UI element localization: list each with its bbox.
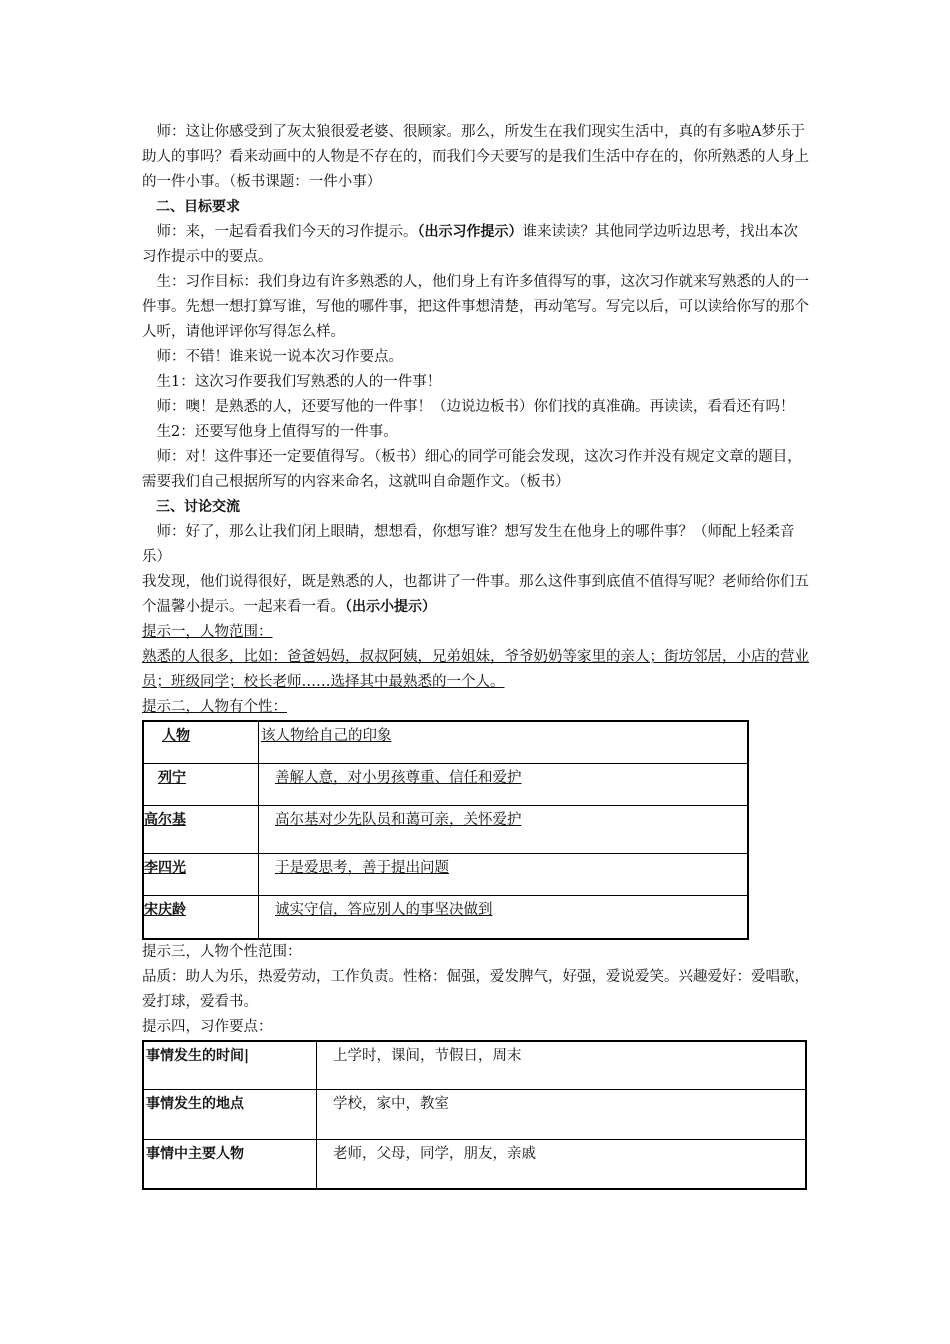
- paragraph: [142, 220, 810, 270]
- table-cell: [143, 853, 259, 895]
- table-cell: [259, 805, 749, 853]
- table-row: [143, 1041, 806, 1089]
- table-header-cell: [143, 721, 259, 763]
- cell-text: 高尔基: [144, 811, 186, 828]
- tip-title: 提示三，人物个性范围：: [142, 944, 302, 960]
- paragraph: 师：不错！谁来说一说本次习作要点。: [156, 349, 403, 365]
- cell-text: 诚实守信，答应别人的事坚决做到: [275, 901, 493, 918]
- table-cell: 学校，家中，教室: [317, 1089, 807, 1139]
- bold-text: （出示习作提示）: [417, 224, 523, 240]
- cell-text: 人物: [162, 728, 190, 744]
- table-header-cell: [259, 721, 749, 763]
- table-cell: 事情发生的时间|: [143, 1041, 317, 1089]
- table-cell: 事情中主要人物: [143, 1139, 317, 1189]
- tip-body: 熟悉的人很多，比如：爸爸妈妈，叔叔阿姨，兄弟姐妹，爷爷奶奶等家里的亲人；街坊邻居，小店的营业员；班级同学；校长老师……选择其中最熟悉的一个人。: [142, 649, 809, 690]
- text: 谁来读读？其他同学边听边思考，找出本次习作提示中的要点。: [142, 224, 798, 265]
- cell-text: 李四光: [144, 859, 186, 876]
- character-table: [142, 720, 749, 940]
- document-page: [142, 120, 810, 1190]
- section-heading: 二、目标要求: [156, 199, 240, 215]
- table-row: [143, 1139, 806, 1189]
- table-row: [143, 763, 748, 805]
- tip-title: 提示二，人物有个性：: [142, 699, 287, 715]
- table-cell: 上学时，课间，节假日，周末: [317, 1041, 807, 1089]
- section-heading: 三、讨论交流: [156, 499, 240, 515]
- paragraph: [142, 570, 810, 620]
- text: 师：来，一起看看我们今天的习作提示。: [156, 224, 418, 240]
- paragraph: 生2：还要写他身上值得写的一件事。: [156, 424, 398, 440]
- table-row: [143, 1089, 806, 1139]
- table-row: [143, 805, 748, 853]
- paragraph: 生：习作目标：我们身边有许多熟悉的人，他们身上有许多值得写的事，这次习作就来写熟悉的人的一件事。先想一想打算写谁，写他的哪件事，把这件事想清楚，再动笔写。写完以后，可以读给你写的那个人听，请他评评你写得怎么样。: [142, 274, 809, 340]
- cell-text: 该人物给自己的印象: [261, 728, 392, 744]
- paragraph: 生1：这次习作要我们写熟悉的人的一件事！: [156, 374, 442, 390]
- paragraph: 师：好了，那么让我们闭上眼睛，想想看，你想写谁？想写发生在他身上的哪件事？（师配上轻柔音乐）: [142, 524, 795, 565]
- table-row: [143, 895, 748, 939]
- table-cell: 事情发生的地点: [143, 1089, 317, 1139]
- tip-title: 提示一，人物范围：: [142, 624, 273, 640]
- table-cell: [259, 763, 749, 805]
- paragraph: 师：这让你感受到了灰太狼很爱老婆、很顾家。那么，所发生在我们现实生活中，真的有多啦A梦乐于助人的事吗？看来动画中的人物是不存在的，而我们今天要写的是我们生活中存在的，你所熟悉的人身上的一件小事。（板书课题：一件小事）: [142, 124, 809, 190]
- table-cell: [143, 763, 259, 805]
- cell-text: 高尔基对少先队员和蔼可亲，关怀爱护: [275, 811, 522, 828]
- table-cell: [143, 895, 259, 939]
- writing-points-table: [142, 1040, 807, 1190]
- table-cell: [143, 805, 259, 853]
- tip-body: 品质：助人为乐，热爱劳动，工作负责。性格：倔强，爱发脾气，好强，爱说爱笑。兴趣爱好：爱唱歌，爱打球，爱看书。: [142, 969, 809, 1010]
- table-row: [143, 853, 748, 895]
- cell-text: 宋庆龄: [144, 901, 186, 918]
- cell-text: 于是爱思考，善于提出问题: [275, 859, 449, 876]
- text: 我发现，他们说得很好，既是熟悉的人，也都讲了一件事。那么这件事到底值不值得写呢？老师给你们五个温馨小提示。一起来看一看。: [142, 574, 809, 615]
- cell-text: 列宁: [158, 769, 186, 786]
- table-cell: 老师，父母，同学，朋友，亲戚: [317, 1139, 807, 1189]
- table-row: [143, 721, 748, 763]
- bold-text: （出示小提示）: [345, 599, 436, 615]
- paragraph: 师：对！这件事还一定要值得写。（板书）细心的同学可能会发现，这次习作并没有规定文章的题目，需要我们自己根据所写的内容来命名，这就叫自命题作文。（板书）: [142, 449, 802, 490]
- cell-text: 善解人意，对小男孩尊重、信任和爱护: [275, 769, 522, 786]
- paragraph: 师：噢！是熟悉的人，还要写他的一件事！（边说边板书）你们找的真准确。再读读，看看还有吗！: [156, 399, 795, 415]
- tip-title: 提示四，习作要点：: [142, 1019, 273, 1035]
- table-cell: [259, 853, 749, 895]
- table-cell: [259, 895, 749, 939]
